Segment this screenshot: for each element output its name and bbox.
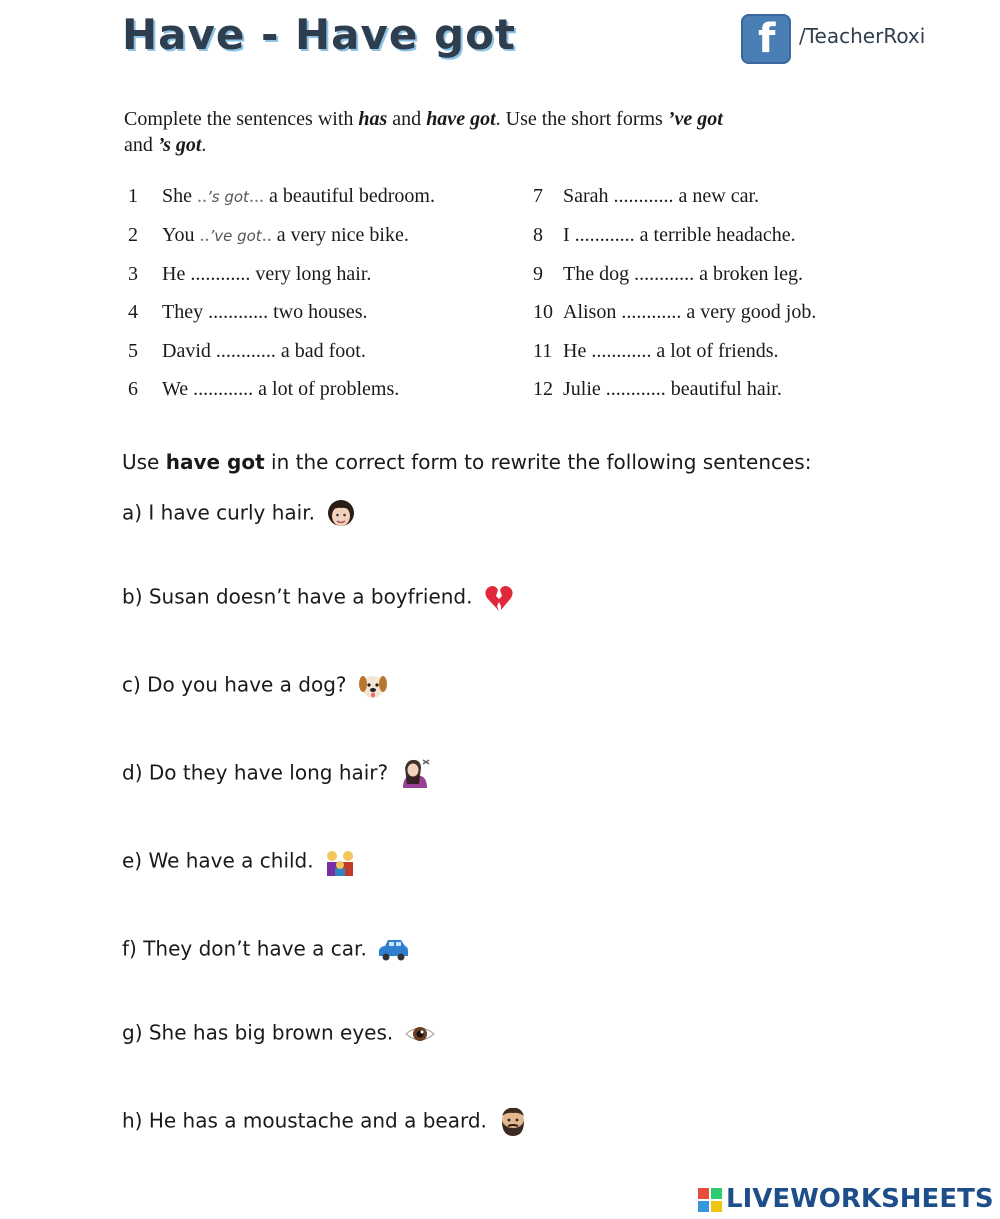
exercise-item: 3 He ............ very long hair. — [128, 263, 372, 285]
exercise2-instruction: Use have got in the correct form to rewrite the following sentences: — [122, 450, 812, 474]
exercise-item: 2 You ..’ve got.. a very nice bike. — [128, 224, 409, 246]
exercise-item: 9 The dog ............ a broken leg. — [533, 263, 803, 285]
exercise-item: 5 David ............ a bad foot. — [128, 340, 366, 362]
rewrite-sentence: b) Susan doesn’t have a boyfriend. — [122, 582, 515, 614]
answer-blank[interactable]: ............ — [193, 378, 254, 400]
exercise1-instruction: Complete the sentences with has and have got. Use the short forms ’ve got and ’s got. — [124, 108, 723, 156]
exercise-item: 12 Julie ............ beautiful hair. — [533, 378, 782, 400]
liveworksheets-logo-icon — [698, 1188, 722, 1212]
broken-heart-icon — [483, 582, 515, 614]
rewrite-sentence: a) I have curly hair. — [122, 498, 357, 530]
car-icon — [377, 934, 409, 966]
rewrite-sentence: f) They don’t have a car. — [122, 934, 409, 966]
answer-text: ’ve got — [209, 227, 262, 245]
worksheet-title: Have - Have got — [122, 10, 517, 59]
answer-blank[interactable]: ............ — [208, 301, 269, 323]
facebook-icon: f — [741, 14, 791, 64]
rewrite-sentence: e) We have a child. — [122, 846, 356, 878]
dog-face-icon — [357, 670, 389, 702]
answer-text: ’s got — [207, 188, 249, 206]
answer-blank[interactable]: ............ — [190, 263, 251, 285]
exercise-item: 10 Alison ............ a very good job. — [533, 301, 817, 323]
answer-blank[interactable]: ............ — [215, 340, 276, 362]
answer-blank[interactable]: ............ — [591, 340, 652, 362]
exercise-item: 4 They ............ two houses. — [128, 301, 368, 323]
exercise-item: 11 He ............ a lot of friends. — [533, 340, 779, 362]
liveworksheets-brand: LIVEWORKSHEETS — [726, 1184, 994, 1214]
exercise-item: 6 We ............ a lot of problems. — [128, 378, 400, 400]
exercise-item: 7 Sarah ............ a new car. — [533, 185, 760, 207]
curly-hair-woman-icon — [325, 498, 357, 530]
bearded-man-icon — [497, 1106, 529, 1138]
rewrite-sentence: c) Do you have a dog? — [122, 670, 389, 702]
rewrite-sentence: h) He has a moustache and a beard. — [122, 1106, 529, 1138]
eye-icon — [404, 1018, 436, 1050]
answer-blank[interactable]: ............ — [613, 185, 674, 207]
answer-blank[interactable]: ............ — [605, 378, 666, 400]
answer-blank[interactable]: ............ — [621, 301, 682, 323]
haircut-woman-icon — [399, 758, 431, 790]
rewrite-sentence: g) She has big brown eyes. — [122, 1018, 436, 1050]
answer-blank[interactable]: ............ — [634, 263, 695, 285]
exercise-item: 8 I ............ a terrible headache. — [533, 224, 796, 246]
family-icon — [324, 846, 356, 878]
social-handle: /TeacherRoxi — [799, 24, 926, 48]
rewrite-sentence: d) Do they have long hair? — [122, 758, 431, 790]
answer-blank[interactable]: ............ — [574, 224, 635, 246]
exercise-item: 1 She ..’s got... a beautiful bedroom. — [128, 185, 435, 207]
